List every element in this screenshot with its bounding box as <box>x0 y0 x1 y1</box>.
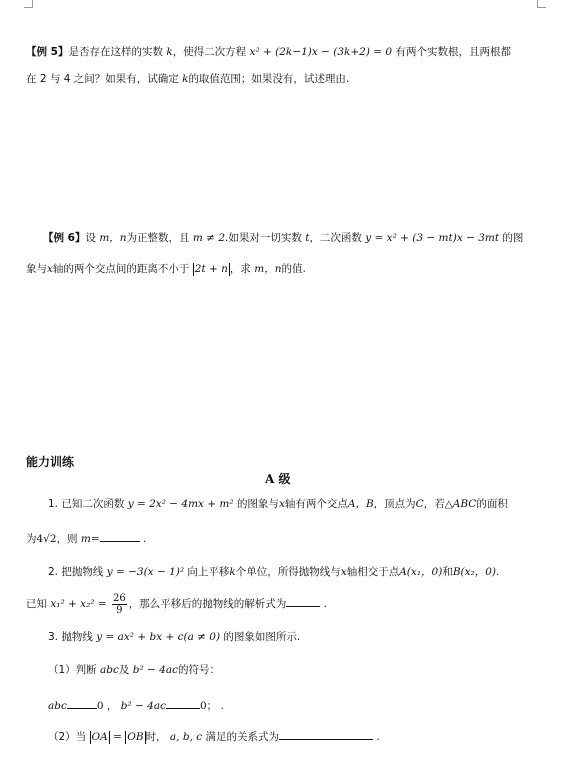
section-title: 能力训练 <box>26 455 75 469</box>
text: ，那么平移后的抛物线的解析式为 <box>128 598 287 610</box>
question-1-line-2 <box>26 530 146 546</box>
text: 轴相交于点 <box>346 566 400 578</box>
math-points: A，B <box>347 498 374 510</box>
question-3-part-2 <box>48 728 380 744</box>
text: 的符号： <box>177 664 220 676</box>
text: 在 2 与 4 之间？如果有，试确定 <box>26 73 179 85</box>
text: （2）当 <box>48 731 87 743</box>
text: ，若△ <box>423 498 453 510</box>
text: 1. 已知二次函数 <box>48 498 125 510</box>
answer-blank-relation[interactable] <box>279 728 373 740</box>
fraction <box>112 593 127 616</box>
text: 的面积 <box>476 498 508 510</box>
text: .如果对一切实数 <box>225 232 302 244</box>
math-abc: abc <box>100 664 119 676</box>
text: 已知 <box>26 598 47 610</box>
level-title: A 级 <box>265 472 291 486</box>
question-3-part-1-answers <box>48 697 224 713</box>
crop-mark-right <box>537 0 546 8</box>
text: ，使得二次方程 <box>172 46 247 58</box>
text: . <box>376 731 380 743</box>
math-point-b: B(x₂，0) <box>452 566 497 578</box>
math-x: x <box>278 498 285 510</box>
absolute-ob: OB <box>127 731 144 743</box>
text: ，二次函数 <box>309 232 362 244</box>
text: 向上平移 <box>187 566 230 578</box>
text: （1）判断 <box>48 664 97 676</box>
math-equation: x² + (2k−1)x − (3k+2) = 0 <box>249 46 393 58</box>
text: ，顶点为 <box>373 498 416 510</box>
text: 2. 把抛物线 <box>48 566 104 578</box>
text: 的图象如图所示. <box>223 631 301 643</box>
example-6-line-1 <box>43 231 523 245</box>
math-function: y = ax² + bx + c(a ≠ 0) <box>96 631 221 643</box>
math-x: x <box>47 263 53 275</box>
math-variables: a, b, c <box>169 731 203 743</box>
example-5-line-1 <box>26 45 511 59</box>
example-6-tag: 【例 6】 <box>43 232 86 244</box>
question-1-line-1 <box>48 497 508 511</box>
answer-blank[interactable] <box>100 530 140 542</box>
text: 轴有两个交点 <box>284 498 348 510</box>
text: 象与 <box>26 263 47 275</box>
text: ，则 <box>56 533 78 545</box>
text: 个单位，所得抛物线与 <box>235 566 341 578</box>
math-condition: m ≠ 2 <box>192 232 226 244</box>
text: 是否存在这样的实数 <box>68 46 163 58</box>
example-5-line-2 <box>26 72 349 86</box>
math-k: k <box>166 46 173 58</box>
text: 的值. <box>281 263 306 275</box>
question-3-line-1 <box>48 630 300 644</box>
fraction-numerator: 26 <box>112 592 126 604</box>
answer-blank-discriminant[interactable] <box>166 697 200 709</box>
question-3-part-1 <box>48 663 220 677</box>
text: 的取值范围；如果没有，试述理由. <box>188 73 350 85</box>
text: 的图 <box>502 232 524 244</box>
text: ，求 <box>229 263 251 275</box>
math-k: k <box>182 73 189 85</box>
text: 轴的两个交点间的距离不小于 <box>52 263 190 275</box>
text: 为 <box>26 533 37 545</box>
text: 和 <box>442 566 453 578</box>
text: 满足的关系式为 <box>205 731 279 743</box>
text: 的图象与 <box>236 498 279 510</box>
text: 3. 抛物线 <box>48 631 93 643</box>
text: 设 <box>85 232 96 244</box>
answer-blank-abc[interactable] <box>67 697 97 709</box>
text: 有两个实数根，且两根都 <box>395 46 511 58</box>
text: 0； . <box>199 700 224 712</box>
math-abc: abc <box>48 700 67 712</box>
math-mn: m，n <box>99 232 127 244</box>
text: = <box>113 731 122 743</box>
math-mn: m，n <box>254 263 282 275</box>
math-t: t <box>305 232 310 244</box>
question-2-line-2 <box>26 592 327 616</box>
math-function: y = −3(x − 1)² <box>106 566 185 578</box>
text: 及 <box>118 664 130 676</box>
math-function: y = x² + (3 − mt)x − 3mt <box>365 232 500 244</box>
math-discriminant: b² − 4ac <box>132 664 178 676</box>
text: . <box>496 566 500 578</box>
text: . <box>143 533 147 545</box>
math-triangle: ABC <box>452 498 477 510</box>
math-discriminant: b² − 4ac <box>120 700 166 712</box>
crop-mark-left <box>24 0 33 8</box>
math-m: m <box>80 533 91 545</box>
text: = <box>90 533 100 545</box>
text: 时， <box>145 731 167 743</box>
math-point: C <box>415 498 424 510</box>
math-function: y = 2x² − 4mx + m² <box>127 498 234 510</box>
text: 0 ， <box>96 700 118 712</box>
math-point-a: A(x₁，0) <box>399 566 443 578</box>
answer-blank[interactable] <box>286 595 320 607</box>
example-6-line-2 <box>26 262 306 276</box>
example-5-tag: 【例 5】 <box>26 46 69 58</box>
text: 为正整数，且 <box>126 232 190 244</box>
math-sum: x₁² + x₂² = <box>50 598 107 610</box>
math-x: x <box>340 566 347 578</box>
text: . <box>323 598 327 610</box>
math-k: k <box>229 566 236 578</box>
math-area: 4√2 <box>36 533 57 545</box>
fraction-denominator: 9 <box>116 604 123 616</box>
question-2-line-1 <box>48 565 499 579</box>
absolute-value-expression: 2t + n <box>194 263 228 275</box>
absolute-oa: OA <box>91 731 108 743</box>
